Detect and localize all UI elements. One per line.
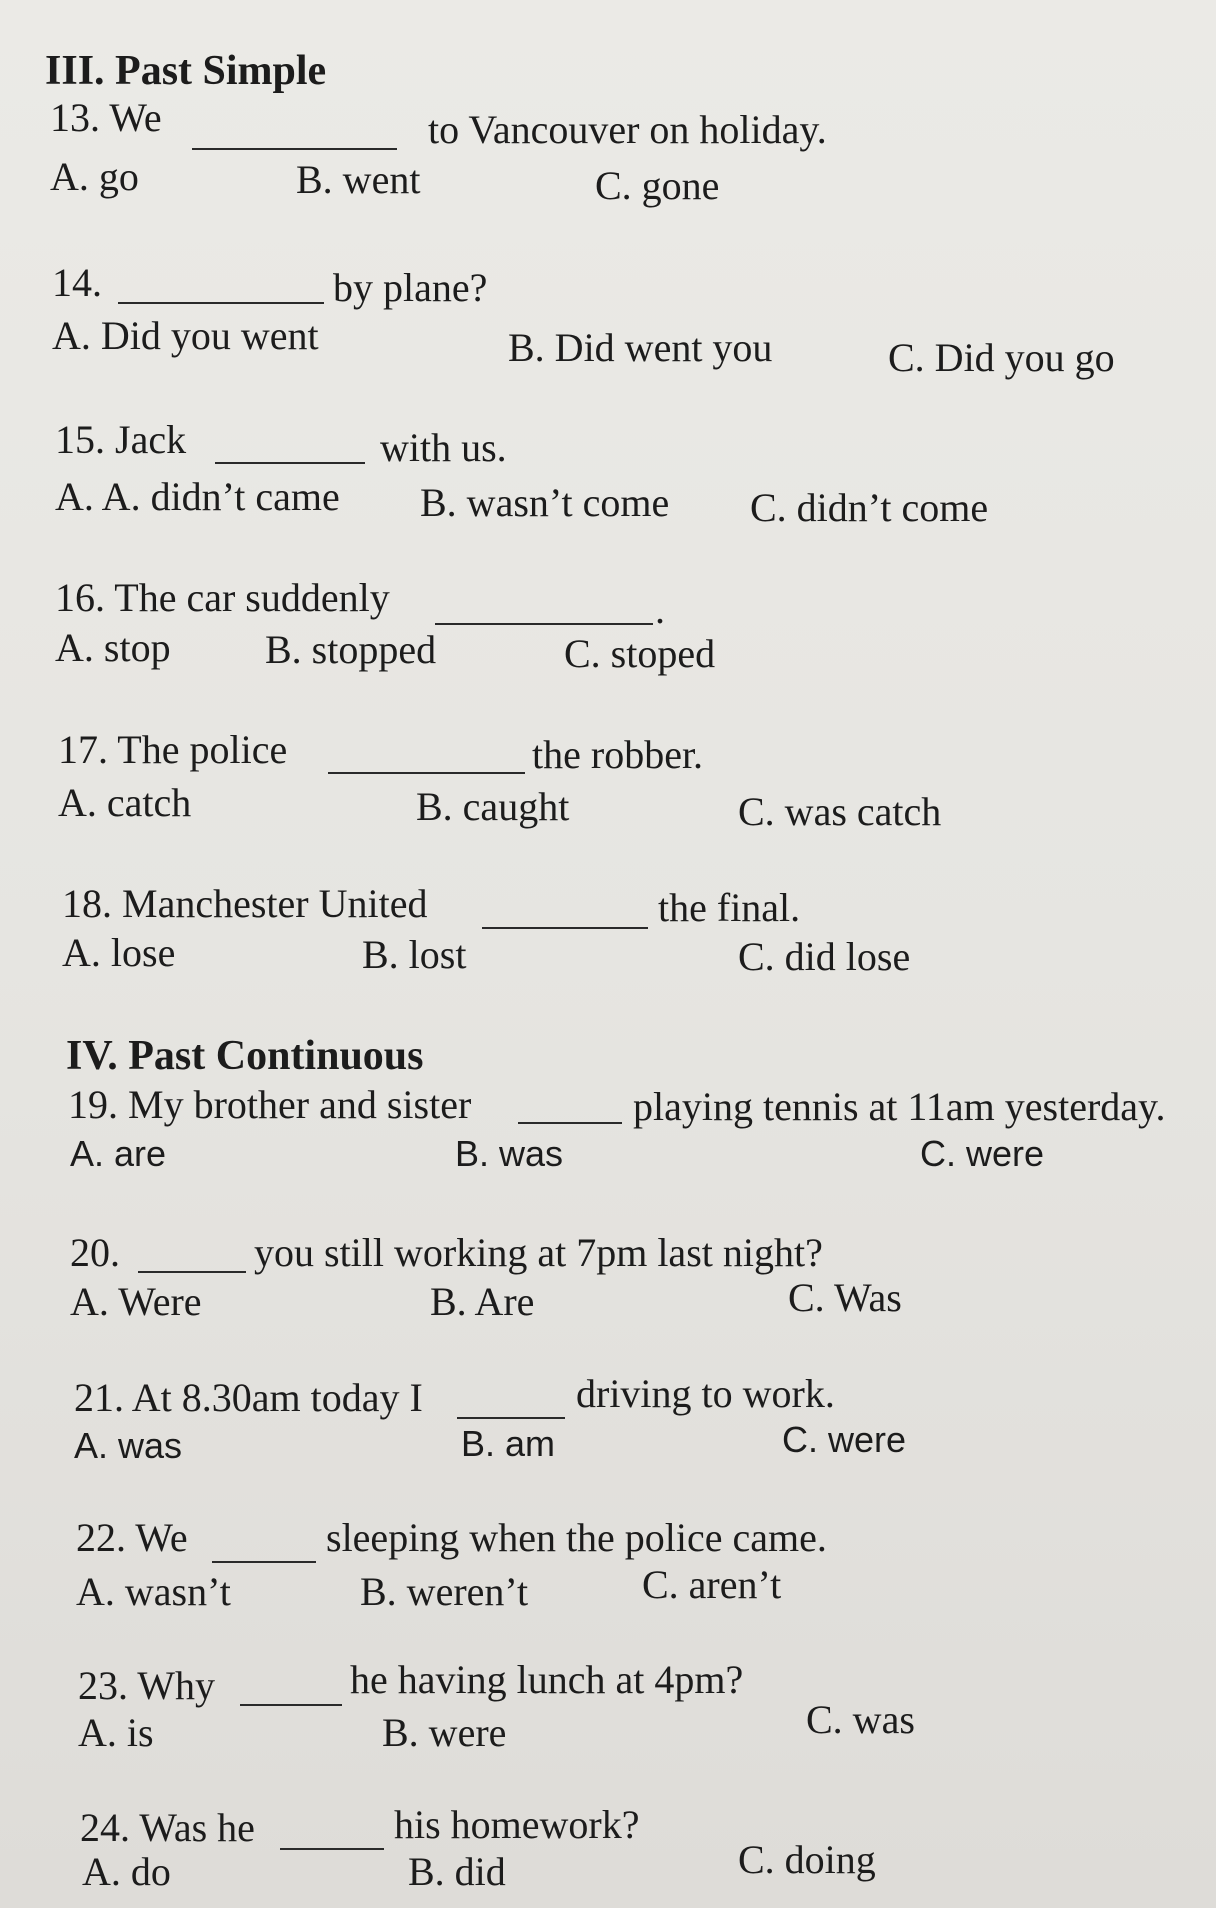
question-14-blank[interactable] [118, 302, 324, 304]
question-15-option-a[interactable]: A. A. didn’t came [55, 474, 340, 519]
question-21-option-b[interactable]: B. am [461, 1423, 556, 1464]
question-24-blank[interactable] [280, 1848, 384, 1850]
question-23-text-before: 23. Why [78, 1663, 216, 1708]
question-14-text-before: 14. [52, 260, 102, 305]
section-title-past-continuous: IV. Past Continuous [66, 1033, 424, 1079]
question-19-blank[interactable] [518, 1122, 622, 1124]
question-23-option-a[interactable]: A. is [78, 1710, 154, 1755]
question-21-option-c[interactable]: C. were [782, 1419, 907, 1460]
question-17-blank[interactable] [328, 772, 525, 774]
question-22-option-a[interactable]: A. wasn’t [76, 1569, 231, 1614]
question-16-text-after: . [655, 587, 665, 632]
question-20-option-b[interactable]: B. Are [430, 1279, 535, 1324]
question-18-text-after: the final. [658, 885, 801, 930]
question-24-text-after: his homework? [394, 1802, 640, 1847]
question-19-option-c[interactable]: C. were [920, 1133, 1045, 1174]
question-16-option-b[interactable]: B. stopped [265, 627, 437, 672]
question-13-text-before: 13. We [50, 95, 162, 140]
question-24-text-before: 24. Was he [80, 1805, 255, 1850]
question-17-option-b[interactable]: B. caught [416, 784, 570, 829]
question-19-text-before: 19. My brother and sister [68, 1082, 472, 1127]
question-23-blank[interactable] [240, 1704, 342, 1706]
question-24-option-b[interactable]: B. did [408, 1849, 506, 1894]
question-21-blank[interactable] [457, 1417, 565, 1419]
question-18-option-b[interactable]: B. lost [362, 932, 467, 977]
question-19-option-a[interactable]: A. are [70, 1133, 167, 1174]
question-16-option-c[interactable]: C. stoped [564, 631, 716, 676]
question-18-option-a[interactable]: A. lose [62, 930, 176, 975]
question-14-option-a[interactable]: A. Did you went [52, 313, 319, 358]
question-22-option-c[interactable]: C. aren’t [642, 1562, 782, 1607]
question-22-option-b[interactable]: B. weren’t [360, 1569, 529, 1614]
question-17-option-c[interactable]: C. was catch [738, 789, 942, 834]
question-20-text-after: you still working at 7pm last night? [254, 1230, 823, 1275]
question-20-option-c[interactable]: C. Was [788, 1275, 902, 1320]
question-17-text-after: the robber. [532, 732, 704, 777]
question-15-text-after: with us. [380, 425, 507, 470]
question-14-option-b[interactable]: B. Did went you [508, 325, 773, 370]
question-14-option-c[interactable]: C. Did you go [888, 335, 1115, 380]
question-16-option-a[interactable]: A. stop [55, 625, 171, 670]
question-23-option-c[interactable]: C. was [806, 1697, 915, 1742]
question-13-option-a[interactable]: A. go [50, 154, 139, 199]
question-15-blank[interactable] [215, 462, 365, 464]
question-21-option-a[interactable]: A. was [74, 1425, 183, 1466]
question-19-option-b[interactable]: B. was [455, 1133, 564, 1174]
question-13-blank[interactable] [192, 148, 397, 150]
question-16-text-before: 16. The car suddenly [55, 575, 390, 620]
question-24-option-c[interactable]: C. doing [738, 1837, 876, 1882]
question-17-option-a[interactable]: A. catch [58, 780, 192, 825]
question-13-option-c[interactable]: C. gone [595, 163, 720, 208]
question-20-blank[interactable] [138, 1271, 246, 1273]
question-20-option-a[interactable]: A. Were [70, 1279, 202, 1324]
question-15-option-c[interactable]: C. didn’t come [750, 485, 989, 530]
question-19-text-after: playing tennis at 11am yesterday. [633, 1084, 1166, 1129]
question-13-text-after: to Vancouver on holiday. [428, 107, 827, 152]
question-22-blank[interactable] [212, 1561, 316, 1563]
question-24-option-a[interactable]: A. do [82, 1849, 171, 1894]
question-15-option-b[interactable]: B. wasn’t come [420, 480, 670, 525]
question-21-text-after: driving to work. [576, 1371, 835, 1416]
question-16-blank[interactable] [435, 623, 653, 625]
question-15-text-before: 15. Jack [55, 417, 187, 462]
question-18-option-c[interactable]: C. did lose [738, 934, 911, 979]
question-17-text-before: 17. The police [58, 727, 288, 772]
question-23-option-b[interactable]: B. were [382, 1710, 507, 1755]
question-14-text-after: by plane? [333, 265, 488, 310]
question-13-option-b[interactable]: B. went [296, 157, 421, 202]
question-18-text-before: 18. Manchester United [62, 881, 428, 926]
question-20-text-before: 20. [70, 1230, 120, 1275]
question-22-text-before: 22. We [76, 1515, 188, 1560]
question-23-text-after: he having lunch at 4pm? [350, 1657, 744, 1702]
question-21-text-before: 21. At 8.30am today I [74, 1375, 423, 1420]
question-18-blank[interactable] [482, 927, 648, 929]
section-title-past-simple: III. Past Simple [45, 48, 327, 94]
question-22-text-after: sleeping when the police came. [326, 1515, 827, 1560]
